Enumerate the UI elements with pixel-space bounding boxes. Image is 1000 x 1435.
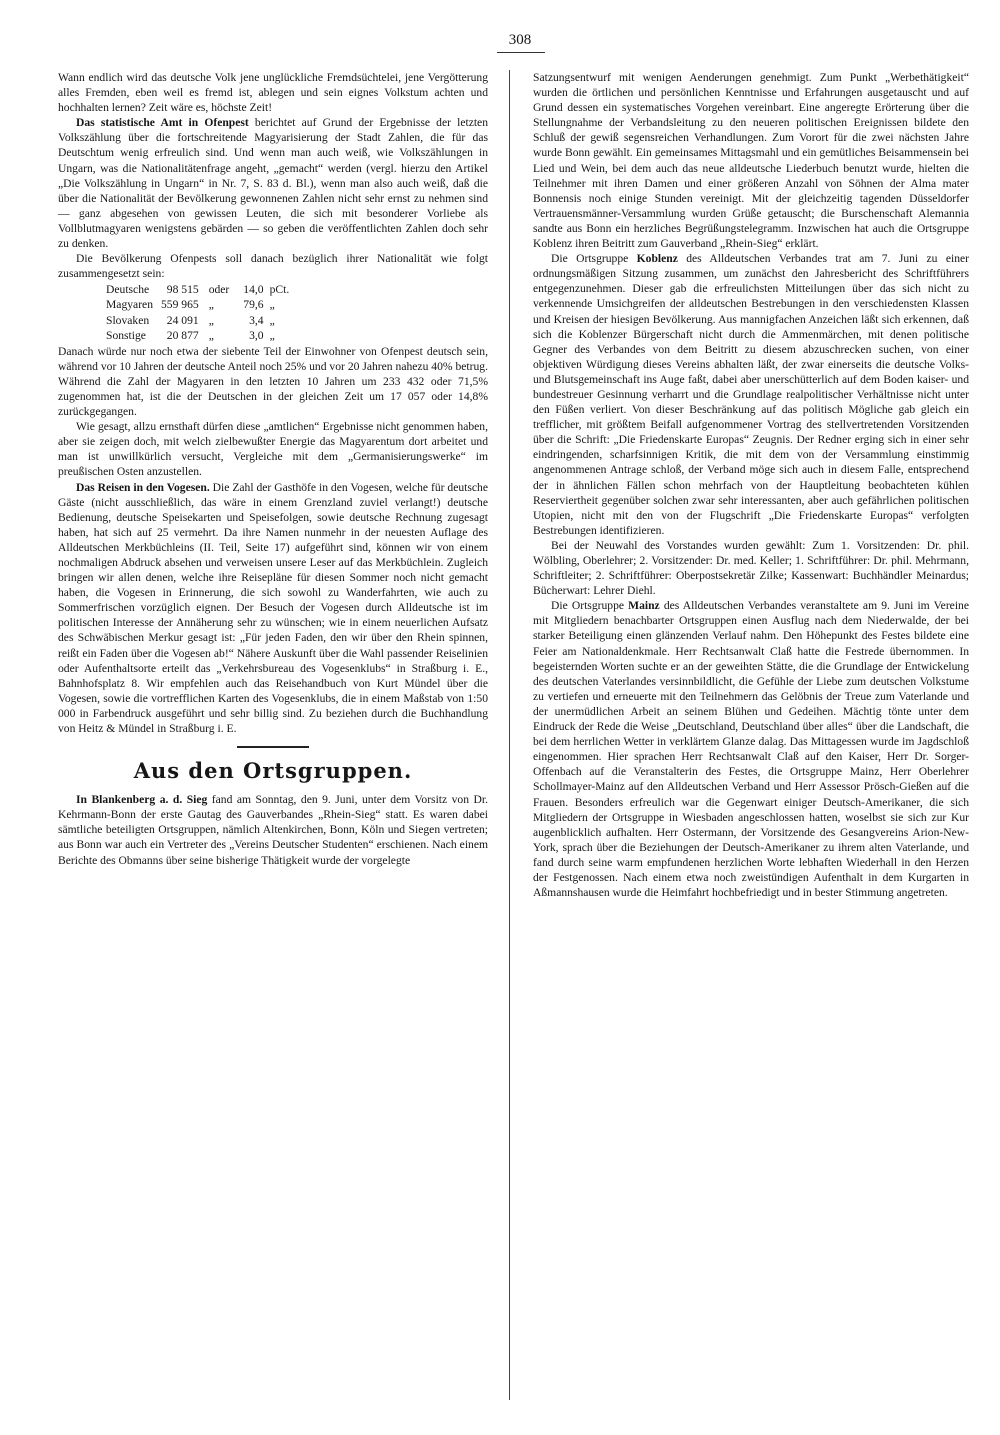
- paragraph-danach: Danach würde nur noch etwa der siebente Teil der Einwohner von Ofenpest deutsch sein, während vor 10 Jahren der deutsche Anteil noch 25% und vor 20 Jahren nahezu 40% betrug. Während die Zahl der Magyaren in den letzten 10 Jahren um 233 432 oder 71,5% zugenommen hat, ist die der Deutschen in der gleichen Zeit um 17 057 oder 14,8% zurückgegangen.: [58, 344, 488, 419]
- population-count: 559 965: [161, 298, 199, 312]
- population-unit: „: [269, 313, 275, 327]
- page-number-rule: [497, 52, 545, 53]
- population-row: [106, 328, 297, 343]
- text-koblenz: des Alldeutschen Verbandes trat am 7. Juni zu einer ordnungsmäßigen Sitzung zusammen, um zunächst den Jahresbericht des Schriftführers entgegenzunehmen. Dieser gab die erfreulichsten Mitteilungen über das sich nicht zu verkennende Umsichgreifen der alldeutschen Bestrebungen in den verschiedensten Klassen und Kreisen der hiesigen Bevölkerung. Aus mannigfachen Anzeichen läßt sich erkennen, daß sich die Koblenzer Bürgerschaft nicht durch die Ammenmärchen, mit denen politische Gegner des Verbandes von dem Beitritt zu diesem abzuschrecken suchen, von einer objektiven Würdigung dieses Vereins abhalten läßt, der zwar einerseits die deutsche Volks- und Blutsgemeinschaft ins Auge faßt, dabei aber unerschütterlich auf dem Boden kaiser- und bundestreuer Gesinnung verharrt und die Grundlage realpolitischer Verhältnisse nicht unter den Füßen verliert. Von dieser Beschränkung auf das politisch Mögliche gab gleich ein trefflicher, mit größtem Beifall aufgenommener Vortrag des stellvertretenden Vorsitzenden über die Schrift: „Die Friedenskarte Europas“ Zeugnis. Der Redner erging sich in einer sehr eindringenden, scharfsinnigen Kritik, die mit dem von der Versammlung einstimmig angenommenen Antrage schloß, der Verband möge sich auch in diesem Falle, entsprechend der in ähnlichen Fällen schon mehrfach von der Hauptleitung beobachteten kühlen Reserviertheit gegenüber solchen zwar sehr interessanten, aber auch gefährlichen politischen Utopien, nicht mit den von der Flugschrift „Die Friedenskarte Europas“ verfolgten Bestrebungen identifizieren.: [533, 252, 969, 537]
- paragraph-intro: Wann endlich wird das deutsche Volk jene unglückliche Fremdsüchtelei, jene Vergötterung alles Fremden, eben weil es fremd ist, ablegen und sein eignes Volkstum achten und hochhalten lernen? Zeit wäre es, höchste Zeit!: [58, 71, 488, 115]
- page-number: 308: [508, 32, 532, 48]
- population-conjunction: „: [208, 328, 214, 342]
- population-percent: 3,4: [249, 313, 264, 327]
- paragraph-wie-gesagt: Wie gesagt, allzu ernsthaft dürfen diese „amtlichen“ Ergebnisse nicht genommen haben, aber sie zeigen doch, mit welch zielbewußter Energie das Magyarentum dort arbeitet und man ist unwillkürlich versucht, Vergleiche mit dem „Germanisierungswerke“ im preußischen Osten anzustellen.: [58, 420, 488, 479]
- text-mainz: des Alldeutschen Verbandes veranstaltete am 9. Juni im Vereine mit Mitgliedern benachbarter Ortsgruppen einen Ausflug nach dem Niederwalde, der bei starker Beteiligung einen glänzenden Verlauf nahm. Den Höhepunkt des Festes bildete eine Feier am Nationaldenkmale. Herr Rechtsanwalt Claß hatte die Festrede übernommen. In begeisternden Worten suchte er an der geweihten Stätte, die die Grundlage der Entwickelung des deutschen Vaterlandes versinnbildlicht, die Gefühle der Liebe zum deutschen Volkstume zu vertiefen und erneuerte mit den Teilnehmern das Gelöbnis der Treue zum Vaterlande und der unermüdlichen Arbeit an seinem Blühen und Gedeihen. Mächtig tönte unter dem Eindruck der Rede die Weise „Deutschland, Deutschland über alles“ über die Landschaft, die bei dem herrlichen Wetter in verklärtem Glanze dalag. Das Mittagessen wurde im Jagdschloß eingenommen. Hier sprachen Herr Rechtsanwalt Claß auf den Kaiser, Herr Dr. Sorger-Offenbach auf die Veranstalterin des Festes, die Ortsgruppe Mainz, Herr Oberlehrer Schollmayer-Mainz auf den Alldeutschen Verband und Herr Assessor Prösch-Gießen auf die Frauen. Besonders erfreulich war die Gegenwart einiger Deutsch-Amerikaner, die sich Mitgliedern der Ortsgruppe in Wiesbaden angeschlossen hatten, woselbst sie sich zur Kur augenblicklich aufhalten. Herr Ostermann, der Vorsitzende des Gesangvereins Arion-New-York, sprach über die Beziehungen der Deutsch-Amerikaner zu ihrem alten Vaterlande, und fand durch seine warm empfundenen herzlichen Worte lebhaften Wiederhall in den Herzen der Festgenossen. Nach einem etwa noch zweistündigen Aufenthalt in dem Kurgarten in Aßmannshausen wurde die Heimfahrt hochbefriedigt und in bester Stimmung angetreten.: [533, 599, 969, 900]
- paragraph-continuation: Satzungsentwurf mit wenigen Aenderungen genehmigt. Zum Punkt „Werbethätigkeit“ wurden die örtlichen und persönlichen Kenntnisse und Erfahrungen ausgetauscht und auf Grund dessen ein systematisches Vorgehen vereinbart. Eine angeregte Erörterung über die Stellungnahme der Verbandsleitung zu den neueren politischen Ereignissen bildete den Schluß der gewiß segensreichen Verhandlungen. Zum Vorort für die zwei nächsten Jahre wurde Bonn gewählt. Ein gemeinsames Mittagsmahl und ein gemütliches Beisammensein bei Lied und Wein, bei dem auch das neue alldeutsche Liederbuch benutzt wurde, hielten die Teilnehmer mit ihren Damen und einer größeren Anzahl von Söhnen der Alma mater Bonnensis noch einige Stunden vereinigt. Mit der gleichzeitig tagenden Düsseldorfer Vertrauensmänner-Versammlung wurden Grüße getauscht; die Burschenschaft Alemannia sandte aus Bonn ein herzliches Begrüßungstelegramm. Inzwischen hat auch die Ortsgruppe Koblenz ihren Beitritt zum Gauverband „Rhein-Sieg“ erklärt.: [533, 71, 969, 251]
- population-group: Slovaken: [106, 313, 150, 327]
- text-reisen: Die Zahl der Gasthöfe in den Vogesen, welche für deutsche Gäste (nicht ausschließlich, das wäre in einem Grenzland zuviel verlangt!) deutsche Bedienung, deutsche Speisekarten und Speisefolgen, sowie deutsche Rechnung zugesagt haben, hat sich auf 25 vermehrt. Da ihre Namen nunmehr in der neuesten Auflage des Alldeutschen Merkbüchleins (II. Teil, Seite 17) aufgeführt sind, können wir von einem nochmaligen Abdruck absehen und verweisen unsere Leser auf das Merkbüchlein. Zugleich bringen wir allen denen, welche ihre Reisepläne für diesen Sommer noch nicht gemacht haben, die Vogesen in Erinnerung, die sich sowohl zu Wanderfahrten, wie auch zu Sommerfrischen vorzüglich eignen. Der Besuch der Vogesen durch Alldeutsche ist im politischen Interesse der Annäherung sehr zu wünschen; wie in einem neuerlichen Aufsatz des Schwäbischen Merkur gesagt ist: „Für jeden Faden, den wir über den Rhein spinnen, reißt ein Faden über die Vogesen ab!“ Nähere Auskunft über die Wahl passender Reiselinien oder Aufenthaltsorte erteilt das „Verkehrsbureau des Vogesenklubs“ in Straßburg i. E., Bahnhofsplatz 8. Wir empfehlen auch das Reisehandbuch von Kurt Mündel über die Vogesen, sowie die vortrefflichen Karten des Vogesenklubs, die in einem Maßstab von 1:50 000 in Farbendruck ausgeführt und sehr billig sind. Zu beziehen durch die Buchhandlung von Heitz & Mündel in Straßburg i. E.: [58, 480, 488, 736]
- population-conjunction: „: [208, 313, 214, 327]
- population-group: Sonstige: [106, 328, 146, 342]
- column-divider: [509, 70, 510, 1400]
- paragraph-mainz: [533, 598, 969, 900]
- lead-blankenberg: In Blankenberg a. d. Sieg: [76, 793, 208, 807]
- right-column: [533, 70, 969, 900]
- lead-statistisches-amt: Das statistische Amt in Ofenpest: [76, 116, 249, 130]
- population-percent: 79,6: [243, 298, 264, 312]
- paragraph-neuwahl: Bei der Neuwahl des Vorstandes wurden gewählt: Zum 1. Vorsitzenden: Dr. phil. Wölbling, Oberlehrer; 2. Vorsitzender: Dr. med. Keller; 1. Schriftführer: Dr. phil. Mehrmann, Schriftleiter; 2. Schriftführer: Oberpostsekretär Zilke; Kassenwart: Buchhändler Meinardus; Bücherwart: Lehrer Diehl.: [533, 538, 969, 598]
- lead-koblenz: Koblenz: [636, 252, 678, 266]
- paragraph-reisen: [58, 480, 488, 737]
- population-unit: pCt.: [269, 283, 290, 297]
- population-conjunction: „: [208, 298, 214, 312]
- population-row: [106, 297, 297, 312]
- population-count: 24 091: [166, 313, 199, 327]
- population-count: 98 515: [166, 283, 199, 297]
- population-group: Deutsche: [106, 283, 150, 297]
- population-conjunction: oder: [208, 283, 230, 297]
- population-group: Magyaren: [106, 298, 153, 312]
- lead-mainz: Mainz: [628, 599, 660, 613]
- population-unit: „: [269, 298, 275, 312]
- population-row: [106, 282, 297, 297]
- section-heading: Aus den Ortsgruppen.: [133, 758, 413, 784]
- text-blankenberg: fand am Sonntag, den 9. Juni, unter dem Vorsitz von Dr. Kehrmann-Bonn der erste Gautag des Gauverbandes „Rhein-Sieg“ statt. Es waren dabei sämtliche beteiligten Ortsgruppen, nämlich Altenkirchen, Bonn, Köln und Siegen vertreten; aus Bonn war auch ein Vertreter des „Vereins Deutscher Studenten“ erschienen. Nach einem Berichte des Obmanns über seine bisherige Thätigkeit wurde der vorgelegte: [58, 793, 488, 867]
- paragraph-blankenberg: [58, 792, 488, 867]
- pre-mainz: Die Ortsgruppe: [551, 599, 629, 613]
- paragraph-koblenz: [533, 251, 969, 538]
- population-count: 20 877: [166, 328, 199, 342]
- population-row: [106, 313, 297, 328]
- pre-koblenz: Die Ortsgruppe: [551, 252, 637, 266]
- population-unit: „: [269, 328, 275, 342]
- paragraph-bevoelkerung: Die Bevölkerung Ofenpests soll danach bezüglich ihrer Nationalität wie folgt zusammengesetzt sein:: [58, 252, 488, 281]
- text-statistisches-amt: berichtet auf Grund der Ergebnisse der letzten Volkszählung über die fortschreitende Magyarisierung der Stadt Zahlen, die für das Deutschtum wenig erfreulich sind. Und wenn man auch weiß, wie Volkszählungen in Ungarn, was die Nationalitätenfrage angeht, „gemacht“ werden (vergl. hierzu den Artikel „Die Volkszählung in Ungarn“ in Nr. 7, S. 83 d. Bl.), wenn man also auch weiß, daß die über die Nationalität der Bevölkerung gewonnenen Zahlen nicht sehr ernst zu nehmen sind — ganz abgesehen von gewissen Leuten, die sich mit besonderer Vorliebe als Vollblutmagyaren wenigstens gebärden — so geben die veröffentlichten Zahlen doch sehr zu denken.: [58, 116, 489, 251]
- paragraph-statistisches-amt: [58, 115, 488, 251]
- section-divider: [237, 746, 309, 748]
- population-percent: 3,0: [249, 328, 264, 342]
- population-table: [106, 282, 297, 342]
- left-column: [58, 70, 488, 868]
- population-percent: 14,0: [243, 283, 264, 297]
- lead-reisen: Das Reisen in den Vogesen.: [76, 480, 210, 494]
